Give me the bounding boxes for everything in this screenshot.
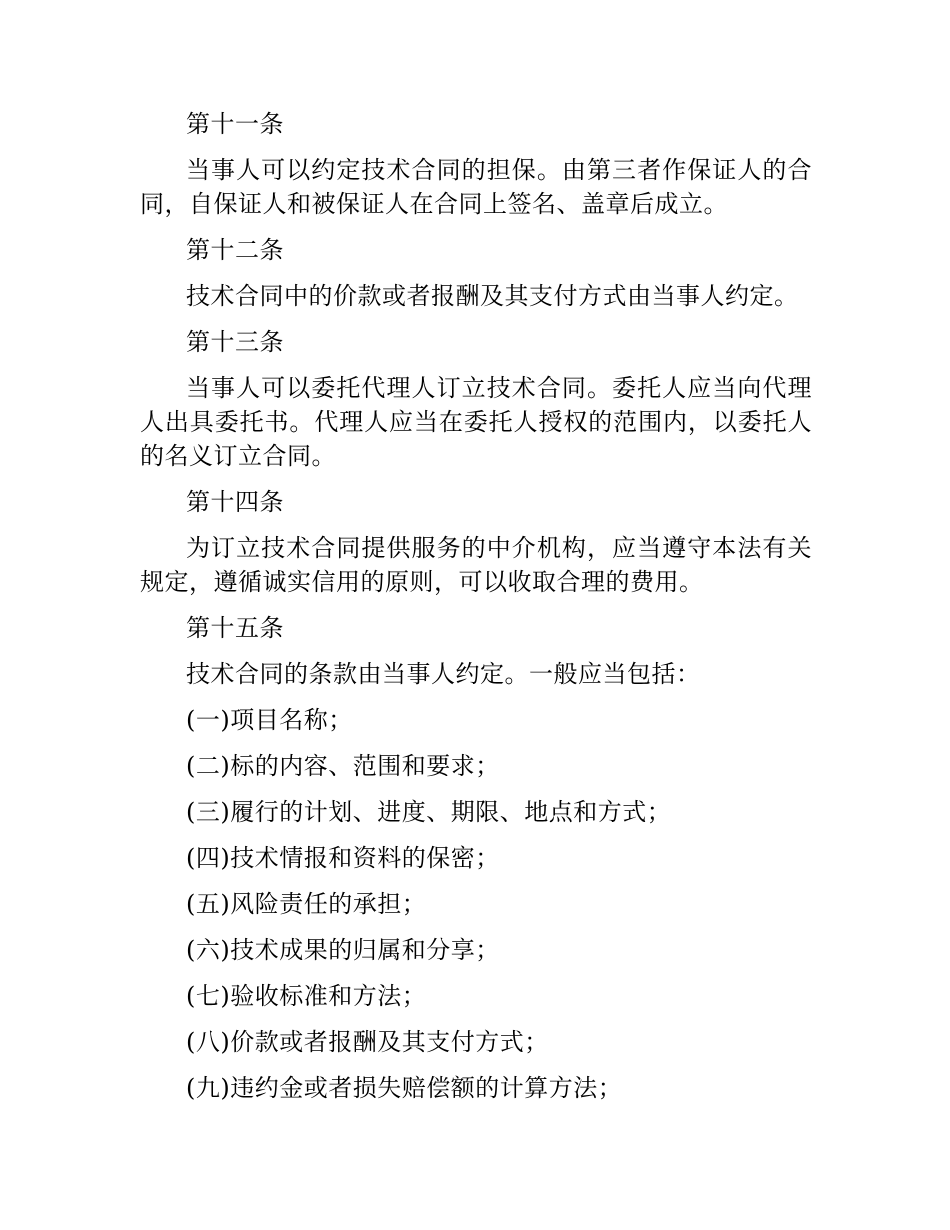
list-item: (九)违约金或者损失赔偿额的计算方法； [186,1074,623,1102]
list-item: (七)验收标准和方法； [186,982,427,1010]
list-item: (八)价款或者报酬及其支付方式； [186,1028,549,1056]
document-page [140,107,812,1117]
list-item: (四)技术情报和资料的保密； [186,844,500,872]
article-heading-13: 第十三条 [186,328,284,356]
article-heading-15: 第十五条 [186,614,284,642]
list-item: (三)履行的计划、进度、期限、地点和方式； [186,798,672,826]
list-item: (五)风险责任的承担； [186,890,427,918]
list-item: (六)技术成果的归属和分享； [186,936,500,964]
article-heading-12: 第十二条 [186,236,284,264]
article-body-15-intro: 技术合同的条款由当事人约定。一般应当包括： [186,660,701,688]
article-body-11: 当事人可以约定技术合同的担保。由第三者作保证人的合同，自保证人和被保证人在合同上签名、盖章后成立。 [140,156,812,218]
list-item: (二)标的内容、范围和要求； [186,752,500,780]
article-heading-11: 第十一条 [186,110,284,138]
article-body-13: 当事人可以委托代理人订立技术合同。委托人应当向代理人出具委托书。代理人应当在委托人授权的范围内，以委托人的名义订立合同。 [140,374,812,470]
article-heading-14: 第十四条 [186,488,284,516]
article-body-14: 为订立技术合同提供服务的中介机构，应当遵守本法有关规定，遵循诚实信用的原则，可以收取合理的费用。 [140,534,812,596]
list-item: (一)项目名称； [186,706,353,734]
article-body-12: 技术合同中的价款或者报酬及其支付方式由当事人约定。 [186,282,799,310]
